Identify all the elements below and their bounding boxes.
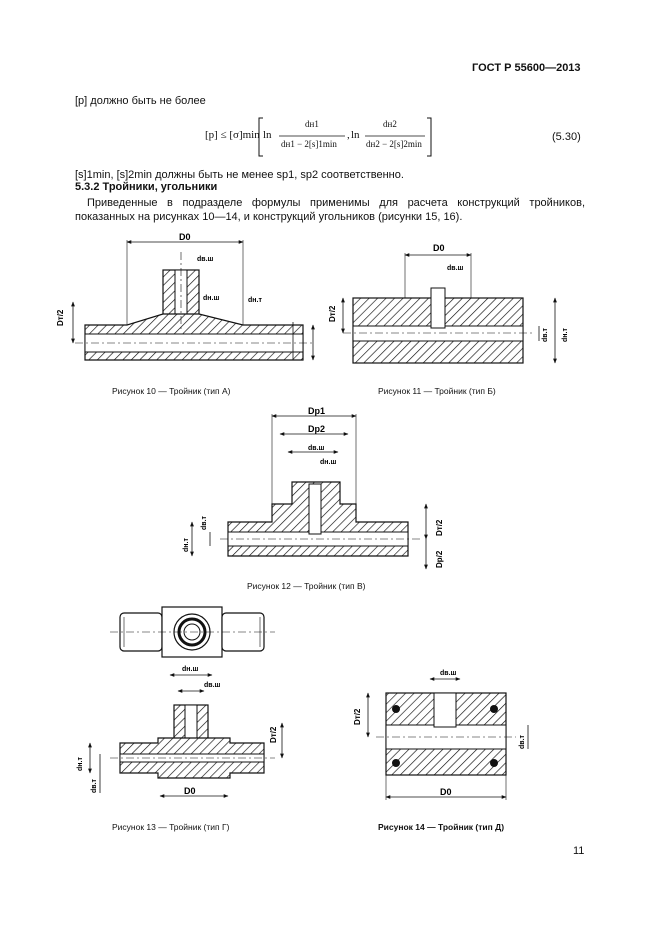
- label-dnsh: dн.ш: [203, 295, 220, 302]
- formula-5-30: [205, 116, 435, 158]
- formula-lhs: [p] ≤ [σ]min: [205, 129, 260, 141]
- caption-fig11: Рисунок 11 — Тройник (тип Б): [378, 386, 496, 396]
- label-Dt2-fig14: Dт/2: [353, 708, 362, 725]
- label-dvt-fig14: dв.т: [519, 735, 526, 749]
- numerator-1: dн1: [305, 119, 319, 129]
- label-Dt2: Dт/2: [56, 309, 65, 326]
- standard-header: ГОСТ Р 55600—2013: [472, 62, 581, 74]
- ln-2: ln: [351, 129, 360, 141]
- label-dvsh: dв.ш: [197, 256, 214, 263]
- label-dvt-fig13: dв.т: [91, 779, 98, 793]
- figure-11-tee-type-b: [325, 240, 575, 380]
- label-Dp1: Dр1: [308, 406, 326, 416]
- caption-fig12: Рисунок 12 — Тройник (тип В): [247, 581, 366, 591]
- condition-line: [s]1min, [s]2min должны быть не менее sp1, sp2 соответственно.: [75, 169, 404, 181]
- equation-number: (5.30): [552, 131, 581, 143]
- label-dnt-fig13: dн.т: [77, 757, 84, 771]
- label-dvt-fig11: dв.т: [542, 328, 549, 342]
- label-D0-fig14: D0: [440, 787, 452, 797]
- label-dvsh-fig11: dв.ш: [447, 265, 464, 272]
- intro-text: [p] должно быть не более: [75, 95, 206, 107]
- label-dvsh-fig13: dв.ш: [204, 682, 221, 689]
- label-dnt-fig12: dн.т: [183, 538, 190, 552]
- label-dnsh-fig12: dн.ш: [320, 459, 337, 466]
- label-Dp2h-fig12: Dр/2: [435, 550, 444, 568]
- label-dnt-fig11: dн.т: [562, 328, 569, 342]
- label-dvt-fig12: dв.т: [201, 516, 208, 530]
- denominator-2: dн2 − 2[s]2min: [366, 139, 422, 149]
- figure-12-tee-type-v: [180, 404, 460, 574]
- figure-10-tee-type-a: [55, 232, 325, 382]
- caption-fig14: Рисунок 14 — Тройник (тип Д): [378, 822, 505, 832]
- denominator-1: dн1 − 2[s]1min: [281, 139, 337, 149]
- label-Dt2-fig12: Dт/2: [435, 519, 444, 536]
- label-dvsh-fig14: dв.ш: [440, 670, 457, 677]
- label-Dt2-fig11: Dт/2: [328, 305, 337, 322]
- label-dnsh-fig13: dн.ш: [182, 666, 199, 673]
- figure-13-tee-type-g: [70, 603, 300, 813]
- label-dnt: dн.т: [248, 297, 262, 304]
- caption-fig10: Рисунок 10 — Тройник (тип А): [112, 386, 231, 396]
- label-Dp2: Dр2: [308, 424, 326, 434]
- page-number: 11: [573, 845, 585, 857]
- caption-fig13: Рисунок 13 — Тройник (тип Г): [112, 822, 230, 832]
- ln-1: ln: [263, 129, 272, 141]
- section-title: 5.3.2 Тройники, угольники: [75, 181, 218, 193]
- label-Dt2-fig13: Dт/2: [269, 726, 278, 743]
- label-dvsh-fig12: dв.ш: [308, 445, 325, 452]
- section-paragraph: Приведенные в подразделе формулы применимы для расчета конструкций тройников, показанных на рисунках 10—14, и конструкций угольников (рисунки 15, 16).: [75, 197, 585, 223]
- label-D0-fig11: D0: [433, 243, 445, 253]
- numerator-2: dн2: [383, 119, 397, 129]
- comma-1: ,: [347, 129, 350, 141]
- figure-14-tee-type-d: [340, 665, 560, 815]
- label-D0-fig13: D0: [184, 786, 196, 796]
- label-D0: D0: [179, 232, 191, 242]
